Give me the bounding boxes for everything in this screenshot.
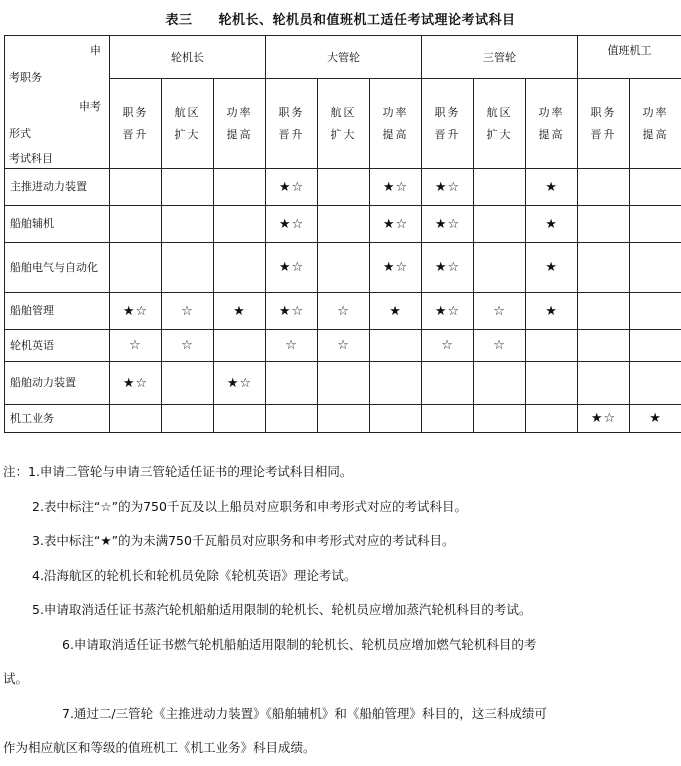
mark-cell bbox=[630, 169, 681, 206]
mark-cell bbox=[162, 362, 214, 405]
mark-cell bbox=[578, 243, 630, 293]
exam-form-word: 航区 bbox=[162, 102, 213, 124]
mark-cell bbox=[162, 293, 214, 330]
mark-cell bbox=[474, 330, 526, 362]
mark-cell bbox=[630, 362, 681, 405]
mark-cell bbox=[422, 243, 474, 293]
exam-form-word: 提高 bbox=[370, 124, 421, 146]
table-row bbox=[5, 243, 681, 293]
mark-cell bbox=[318, 169, 370, 206]
mark-cell bbox=[370, 330, 422, 362]
star-mark-icon: ☆ bbox=[493, 304, 506, 319]
star-mark-icon: ★ bbox=[233, 304, 246, 319]
group-header-second-engineer: 大管轮 bbox=[266, 36, 422, 79]
mark-cell bbox=[578, 206, 630, 243]
mark-cell bbox=[370, 206, 422, 243]
mark-cell bbox=[422, 362, 474, 405]
exam-form-word: 扩大 bbox=[474, 124, 525, 146]
mark-cell bbox=[630, 206, 681, 243]
header-row-groups bbox=[5, 36, 681, 79]
star-mark-icon: ★☆ bbox=[435, 304, 460, 319]
exam-form-word: 提高 bbox=[630, 124, 681, 146]
subject-cell: 船舶动力装置 bbox=[5, 362, 110, 405]
mark-cell bbox=[474, 362, 526, 405]
mark-cell bbox=[266, 293, 318, 330]
table-row bbox=[5, 169, 681, 206]
exam-subjects-table bbox=[4, 35, 681, 433]
exam-form-word: 功率 bbox=[370, 102, 421, 124]
corner-subject-label: 考试科目 bbox=[9, 150, 53, 166]
mark-cell bbox=[422, 169, 474, 206]
mark-cell bbox=[266, 169, 318, 206]
table-row bbox=[5, 405, 681, 433]
exam-form-word: 职务 bbox=[110, 102, 161, 124]
star-mark-icon: ☆ bbox=[441, 338, 454, 353]
subject-cell: 主推进动力装置 bbox=[5, 169, 110, 206]
exam-form-header-6 bbox=[422, 79, 474, 169]
star-mark-icon: ★☆ bbox=[383, 217, 408, 232]
star-mark-icon: ★☆ bbox=[279, 304, 304, 319]
mark-cell bbox=[474, 206, 526, 243]
star-mark-icon: ☆ bbox=[181, 338, 194, 353]
group-header-third-engineer: 三管轮 bbox=[422, 36, 578, 79]
mark-cell bbox=[110, 243, 162, 293]
note-7-line-2: 作为相应航区和等级的值班机工《机工业务》科目成绩。 bbox=[0, 731, 681, 766]
mark-cell bbox=[370, 169, 422, 206]
exam-form-word: 功率 bbox=[214, 102, 265, 124]
mark-cell bbox=[110, 362, 162, 405]
corner-form-label: 形式 bbox=[9, 125, 31, 141]
star-mark-icon: ☆ bbox=[493, 338, 506, 353]
corner-duty-label: 考职务 bbox=[9, 69, 42, 85]
exam-form-header-9 bbox=[578, 79, 630, 169]
exam-form-word: 职务 bbox=[266, 102, 317, 124]
note-3: 3.表中标注“★”的为未满750千瓦船员对应职务和申考形式对应的考试科目。 bbox=[0, 524, 681, 559]
mark-cell bbox=[630, 293, 681, 330]
notes-section bbox=[0, 455, 681, 766]
mark-cell bbox=[578, 330, 630, 362]
note-7-line-1: 7.通过二/三管轮《主推进动力装置》《船舶辅机》和《船舶管理》科目的，这三科成绩可 bbox=[0, 697, 681, 732]
mark-cell bbox=[214, 405, 266, 433]
note-2: 2.表中标注“☆”的为750千瓦及以上船员对应职务和申考形式对应的考试科目。 bbox=[0, 490, 681, 525]
table-row bbox=[5, 206, 681, 243]
exam-form-header-10 bbox=[630, 79, 681, 169]
exam-form-word: 晋升 bbox=[578, 124, 629, 146]
star-mark-icon: ★☆ bbox=[435, 180, 460, 195]
mark-cell bbox=[162, 330, 214, 362]
mark-cell bbox=[266, 330, 318, 362]
exam-form-word: 航区 bbox=[318, 102, 369, 124]
mark-cell bbox=[266, 405, 318, 433]
mark-cell bbox=[474, 243, 526, 293]
mark-cell bbox=[422, 405, 474, 433]
exam-form-header-3 bbox=[266, 79, 318, 169]
mark-cell bbox=[422, 206, 474, 243]
subject-cell: 船舶辅机 bbox=[5, 206, 110, 243]
header-corner-cell bbox=[5, 36, 110, 169]
table-number: 表三 bbox=[165, 13, 192, 28]
group-header-chief-engineer: 轮机长 bbox=[110, 36, 266, 79]
exam-form-word: 晋升 bbox=[266, 124, 317, 146]
star-mark-icon: ★☆ bbox=[279, 180, 304, 195]
mark-cell bbox=[474, 405, 526, 433]
star-mark-icon: ☆ bbox=[337, 338, 350, 353]
mark-cell bbox=[162, 169, 214, 206]
mark-cell bbox=[318, 405, 370, 433]
star-mark-icon: ★ bbox=[545, 180, 558, 195]
table-row bbox=[5, 362, 681, 405]
mark-cell bbox=[318, 293, 370, 330]
mark-cell bbox=[214, 293, 266, 330]
mark-cell bbox=[630, 405, 681, 433]
star-mark-icon: ☆ bbox=[129, 338, 142, 353]
mark-cell bbox=[370, 405, 422, 433]
mark-cell bbox=[630, 330, 681, 362]
star-mark-icon: ☆ bbox=[285, 338, 298, 353]
mark-cell bbox=[474, 293, 526, 330]
mark-cell bbox=[110, 169, 162, 206]
mark-cell bbox=[266, 206, 318, 243]
exam-form-word: 提高 bbox=[214, 124, 265, 146]
star-mark-icon: ★ bbox=[649, 411, 662, 426]
mark-cell bbox=[370, 362, 422, 405]
table-row bbox=[5, 293, 681, 330]
mark-cell bbox=[370, 293, 422, 330]
mark-cell bbox=[162, 405, 214, 433]
mark-cell bbox=[526, 206, 578, 243]
exam-form-word: 扩大 bbox=[318, 124, 369, 146]
mark-cell bbox=[162, 206, 214, 243]
star-mark-icon: ☆ bbox=[337, 304, 350, 319]
subject-cell: 机工业务 bbox=[5, 405, 110, 433]
subject-cell: 船舶电气与自动化 bbox=[5, 243, 110, 293]
mark-cell bbox=[578, 405, 630, 433]
exam-form-header-4 bbox=[318, 79, 370, 169]
mark-cell bbox=[110, 405, 162, 433]
mark-cell bbox=[526, 330, 578, 362]
mark-cell bbox=[526, 169, 578, 206]
exam-form-word: 晋升 bbox=[110, 124, 161, 146]
star-mark-icon: ★☆ bbox=[123, 304, 148, 319]
mark-cell bbox=[266, 362, 318, 405]
exam-form-word: 提高 bbox=[526, 124, 577, 146]
note-4: 4.沿海航区的轮机长和轮机员免除《轮机英语》理论考试。 bbox=[0, 559, 681, 594]
table-title-text: 轮机长、轮机员和值班机工适任考试理论考试科目 bbox=[219, 13, 516, 28]
star-mark-icon: ★☆ bbox=[435, 217, 460, 232]
mark-cell bbox=[318, 243, 370, 293]
exam-form-header-7 bbox=[474, 79, 526, 169]
exam-form-header-2 bbox=[214, 79, 266, 169]
mark-cell bbox=[526, 405, 578, 433]
star-mark-icon: ★☆ bbox=[279, 260, 304, 275]
exam-form-word: 职务 bbox=[578, 102, 629, 124]
star-mark-icon: ★☆ bbox=[383, 260, 408, 275]
exam-form-header-1 bbox=[162, 79, 214, 169]
mark-cell bbox=[110, 206, 162, 243]
subject-cell: 船舶管理 bbox=[5, 293, 110, 330]
corner-apply-form-label: 申考 bbox=[79, 98, 101, 114]
mark-cell bbox=[318, 206, 370, 243]
star-mark-icon: ★ bbox=[545, 217, 558, 232]
mark-cell bbox=[578, 293, 630, 330]
exam-form-word: 晋升 bbox=[422, 124, 473, 146]
mark-cell bbox=[370, 243, 422, 293]
star-mark-icon: ☆ bbox=[181, 304, 194, 319]
star-mark-icon: ★ bbox=[545, 304, 558, 319]
mark-cell bbox=[214, 362, 266, 405]
star-mark-icon: ★☆ bbox=[435, 260, 460, 275]
note-6-line-2: 试。 bbox=[0, 662, 681, 697]
mark-cell bbox=[214, 206, 266, 243]
star-mark-icon: ★ bbox=[545, 260, 558, 275]
exam-form-word: 功率 bbox=[630, 102, 681, 124]
mark-cell bbox=[110, 330, 162, 362]
mark-cell bbox=[526, 362, 578, 405]
exam-form-header-8 bbox=[526, 79, 578, 169]
exam-form-word: 职务 bbox=[422, 102, 473, 124]
table-row bbox=[5, 330, 681, 362]
mark-cell bbox=[214, 169, 266, 206]
mark-cell bbox=[214, 243, 266, 293]
mark-cell bbox=[526, 243, 578, 293]
subject-cell: 轮机英语 bbox=[5, 330, 110, 362]
exam-form-word: 功率 bbox=[526, 102, 577, 124]
note-5: 5.申请取消适任证书蒸汽轮机船舶适用限制的轮机长、轮机员应增加蒸汽轮机科目的考试。 bbox=[0, 593, 681, 628]
star-mark-icon: ★ bbox=[389, 304, 402, 319]
mark-cell bbox=[318, 362, 370, 405]
corner-apply-label: 申 bbox=[90, 42, 101, 58]
group-header-motorman: 值班机工 bbox=[578, 36, 681, 79]
star-mark-icon: ★☆ bbox=[591, 411, 616, 426]
table-title bbox=[0, 9, 681, 28]
mark-cell bbox=[474, 169, 526, 206]
mark-cell bbox=[526, 293, 578, 330]
mark-cell bbox=[422, 293, 474, 330]
note-1: 注：1.申请二管轮与申请三管轮适任证书的理论考试科目相同。 bbox=[0, 455, 681, 490]
exam-form-word: 扩大 bbox=[162, 124, 213, 146]
mark-cell bbox=[110, 293, 162, 330]
mark-cell bbox=[630, 243, 681, 293]
note-6-line-1: 6.申请取消适任证书燃气轮机船舶适用限制的轮机长、轮机员应增加燃气轮机科目的考 bbox=[0, 628, 681, 663]
mark-cell bbox=[422, 330, 474, 362]
mark-cell bbox=[162, 243, 214, 293]
mark-cell bbox=[214, 330, 266, 362]
exam-form-header-0 bbox=[110, 79, 162, 169]
mark-cell bbox=[578, 362, 630, 405]
star-mark-icon: ★☆ bbox=[123, 376, 148, 391]
exam-form-header-5 bbox=[370, 79, 422, 169]
star-mark-icon: ★☆ bbox=[383, 180, 408, 195]
exam-form-word: 航区 bbox=[474, 102, 525, 124]
mark-cell bbox=[318, 330, 370, 362]
star-mark-icon: ★☆ bbox=[227, 376, 252, 391]
mark-cell bbox=[266, 243, 318, 293]
mark-cell bbox=[578, 169, 630, 206]
star-mark-icon: ★☆ bbox=[279, 217, 304, 232]
